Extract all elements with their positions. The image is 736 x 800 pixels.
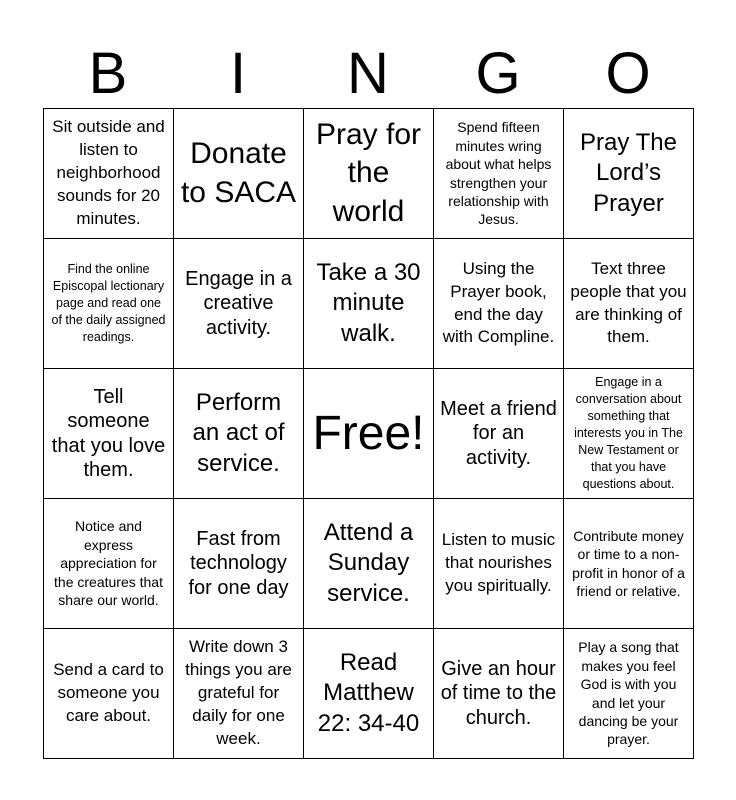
bingo-cell[interactable]	[44, 369, 174, 499]
cell-text: Attend a Sunday service.	[323, 518, 414, 607]
bingo-cell[interactable]	[564, 499, 694, 629]
cell-text: Using the Prayer book, end the day with Compline.	[442, 258, 555, 347]
bingo-cell[interactable]	[44, 629, 174, 759]
cell-text: Pray The Lord’s Prayer	[580, 128, 677, 217]
cell-text: Take a 30 minute walk.	[316, 258, 421, 347]
bingo-cell[interactable]	[434, 499, 564, 629]
bingo-cell[interactable]	[564, 239, 694, 369]
bingo-cell[interactable]	[434, 629, 564, 759]
bingo-header	[43, 40, 693, 108]
bingo-cell[interactable]	[174, 499, 304, 629]
cell-text: Read Matthew 22: 34-40	[317, 648, 420, 737]
cell-text: Notice and express appreciation for the creatures that share our world.	[54, 518, 163, 609]
bingo-board	[43, 108, 694, 759]
cell-text: Pray for the world	[315, 117, 422, 228]
cell-text: Fast from technology for one day	[188, 527, 289, 599]
cell-text: Spend fifteen minutes wring about what helps strengthen your relationship with Jesus.	[445, 119, 552, 228]
cell-text: Perform an act of service.	[192, 388, 285, 477]
cell-text: Engage in a conversation about something that interests you in The New Testament or that you have questions about.	[574, 375, 683, 491]
cell-text: Find the online Episcopal lectionary page and read one of the daily assigned readings.	[51, 262, 166, 344]
bingo-cell[interactable]	[434, 239, 564, 369]
bingo-cell[interactable]	[174, 369, 304, 499]
bingo-cell[interactable]	[304, 629, 434, 759]
cell-text: Meet a friend for an activity.	[440, 397, 557, 469]
cell-text: Sit outside and listen to neighborhood sounds for 20 minutes.	[52, 117, 165, 228]
bingo-cell[interactable]	[44, 109, 174, 239]
bingo-cell[interactable]	[564, 109, 694, 239]
cell-text: Give an hour of time to the church.	[440, 657, 557, 729]
bingo-cell[interactable]	[304, 109, 434, 239]
cell-text: Contribute money or time to a non-profit in honor of a friend or relative.	[572, 527, 685, 599]
header-letter-o: O	[605, 41, 651, 106]
cell-text: Send a card to someone you care about.	[53, 660, 164, 725]
bingo-cell[interactable]	[44, 239, 174, 369]
cell-text: Engage in a creative activity.	[185, 267, 292, 339]
cell-text: Listen to music that nourishes you spiritually.	[441, 530, 556, 595]
header-letter-i: I	[229, 41, 247, 106]
bingo-cell[interactable]	[174, 629, 304, 759]
bingo-cell[interactable]	[174, 109, 304, 239]
free-space-cell[interactable]	[304, 369, 434, 499]
cell-text: Donate to SACA	[180, 137, 297, 209]
cell-text: Write down 3 things you are grateful for daily for one week.	[185, 637, 292, 748]
bingo-cell[interactable]	[434, 369, 564, 499]
bingo-cell[interactable]	[304, 239, 434, 369]
cell-text: Play a song that makes you feel God is with you and let your dancing be your prayer.	[578, 639, 679, 748]
header-letter-n: N	[347, 41, 389, 106]
cell-text: Text three people that you are thinking of them.	[570, 258, 687, 347]
bingo-cell[interactable]	[304, 499, 434, 629]
bingo-cell[interactable]	[434, 109, 564, 239]
bingo-cell[interactable]	[564, 629, 694, 759]
header-letter-b: B	[88, 41, 128, 106]
bingo-cell[interactable]	[44, 499, 174, 629]
cell-text: Tell someone that you love them.	[51, 385, 166, 481]
header-letter-g: G	[475, 41, 521, 106]
bingo-cell[interactable]	[564, 369, 694, 499]
free-space-label: Free!	[312, 406, 425, 460]
bingo-cell[interactable]	[174, 239, 304, 369]
